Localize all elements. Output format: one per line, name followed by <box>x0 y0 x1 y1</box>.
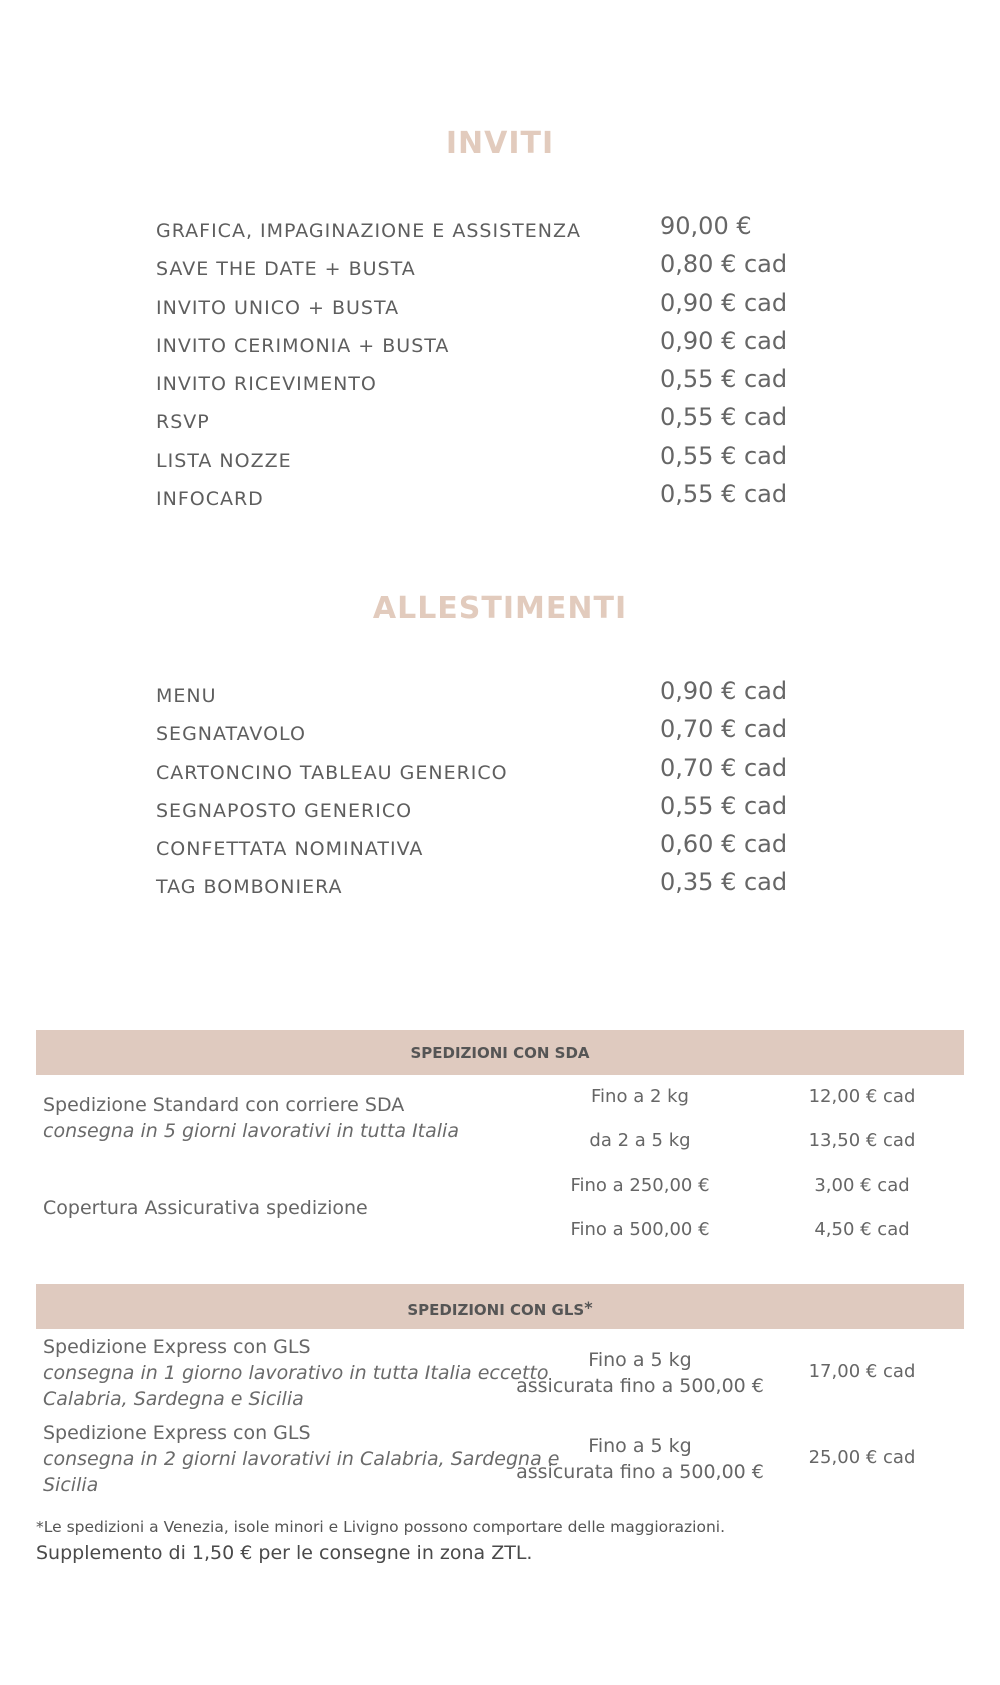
item-label: SAVE THE DATE + BUSTA <box>156 258 416 281</box>
gls-row-subtitle: Calabria, Sardegna e Sicilia <box>43 1388 304 1410</box>
item-price: 0,35 € cad <box>660 868 788 897</box>
sda-standard-title: Spedizione Standard con corriere SDA <box>43 1094 405 1116</box>
inviti-price-list <box>156 212 856 518</box>
item-label: CARTONCINO TABLEAU GENERICO <box>156 761 508 784</box>
gls-row-subtitle: consegna in 1 giorno lavorativo in tutta Italia eccetto <box>43 1362 549 1384</box>
list-item <box>156 677 856 715</box>
item-price: 0,90 € cad <box>660 288 788 317</box>
allestimenti-title: ALLESTIMENTI <box>372 591 628 626</box>
gls-row-subtitle: consegna in 2 giorni lavorativi in Calabria, Sardegna e <box>43 1448 560 1470</box>
list-item <box>156 403 856 441</box>
item-price: 0,90 € cad <box>660 677 788 705</box>
item-price: 0,55 € cad <box>660 441 788 470</box>
list-item <box>156 442 856 480</box>
item-label: INFOCARD <box>156 488 264 511</box>
gls-row-title: Spedizione Express con GLS <box>43 1336 311 1358</box>
gls-range-weight: Fino a 5 kg <box>588 1349 692 1371</box>
item-label: GRAFICA, IMPAGINAZIONE E ASSISTENZA <box>156 220 581 242</box>
item-label: TAG BOMBONIERA <box>156 876 343 899</box>
sda-price-1: 13,50 € cad <box>808 1130 916 1151</box>
sda-price-2: 3,00 € cad <box>814 1175 910 1196</box>
gls-row-1-description <box>43 1420 559 1498</box>
list-item <box>156 212 856 250</box>
item-label: INVITO RICEVIMENTO <box>156 373 377 396</box>
sda-header-label: SPEDIZIONI CON SDA <box>410 1044 590 1062</box>
list-item <box>156 250 856 288</box>
item-price: 0,90 € cad <box>660 326 788 355</box>
list-item <box>156 792 856 830</box>
sda-range-1: da 2 a 5 kg <box>589 1130 691 1151</box>
sda-standard-subtitle: consegna in 5 giorni lavorativi in tutta Italia <box>43 1120 459 1142</box>
gls-row-1-range <box>510 1433 770 1485</box>
item-label: INVITO CERIMONIA + BUSTA <box>156 334 450 357</box>
gls-row-subtitle: Sicilia <box>43 1474 99 1496</box>
sda-price-0: 12,00 € cad <box>808 1086 916 1107</box>
item-label: INVITO UNICO + BUSTA <box>156 296 400 319</box>
item-price: 90,00 € <box>660 212 752 240</box>
gls-header-asterisk: * <box>584 1298 593 1317</box>
list-item <box>156 327 856 365</box>
list-item <box>156 480 856 518</box>
item-label: MENU <box>156 685 217 707</box>
list-item <box>156 365 856 403</box>
sda-price-3: 4,50 € cad <box>814 1219 910 1240</box>
sda-range-0: Fino a 2 kg <box>591 1086 689 1107</box>
item-price: 0,55 € cad <box>660 365 788 394</box>
item-label: RSVP <box>156 411 210 434</box>
gls-header <box>36 1284 964 1329</box>
sda-standard-description <box>43 1092 459 1144</box>
list-item <box>156 715 856 753</box>
item-label: LISTA NOZZE <box>156 449 292 472</box>
ztl-supplement-note: Supplemento di 1,50 € per le consegne in zona ZTL. <box>36 1542 533 1564</box>
sda-range-3: Fino a 500,00 € <box>570 1219 710 1240</box>
item-price: 0,60 € cad <box>660 830 788 859</box>
gls-row-0-range <box>510 1347 770 1399</box>
inviti-title: INVITI <box>445 126 555 161</box>
gls-range-insurance: assicurata fino a 500,00 € <box>516 1375 764 1397</box>
sda-insurance-title: Copertura Assicurativa spedizione <box>43 1197 368 1219</box>
gls-range-insurance: assicurata fino a 500,00 € <box>516 1461 764 1483</box>
item-price: 0,55 € cad <box>660 480 788 509</box>
item-price: 0,55 € cad <box>660 403 788 432</box>
item-label: CONFETTATA NOMINATIVA <box>156 838 424 861</box>
item-price: 0,80 € cad <box>660 250 788 279</box>
gls-row-0-price: 17,00 € cad <box>808 1361 916 1382</box>
footnote: *Le spedizioni a Venezia, isole minori e Livigno possono comportare delle maggiorazioni. <box>36 1518 726 1536</box>
item-label: SEGNAPOSTO GENERICO <box>156 799 413 822</box>
list-item <box>156 289 856 327</box>
allestimenti-price-list <box>156 677 856 907</box>
item-price: 0,70 € cad <box>660 753 788 782</box>
sda-header <box>36 1030 964 1075</box>
item-price: 0,55 € cad <box>660 791 788 820</box>
sda-range-2: Fino a 250,00 € <box>570 1175 710 1196</box>
list-item <box>156 830 856 868</box>
item-price: 0,70 € cad <box>660 715 788 744</box>
item-label: SEGNATAVOLO <box>156 723 306 746</box>
gls-range-weight: Fino a 5 kg <box>588 1435 692 1457</box>
list-item <box>156 754 856 792</box>
gls-row-1-price: 25,00 € cad <box>808 1447 916 1468</box>
gls-row-title: Spedizione Express con GLS <box>43 1422 311 1444</box>
gls-header-label: SPEDIZIONI CON GLS <box>407 1301 585 1319</box>
list-item <box>156 868 856 906</box>
gls-row-0-description <box>43 1334 549 1412</box>
